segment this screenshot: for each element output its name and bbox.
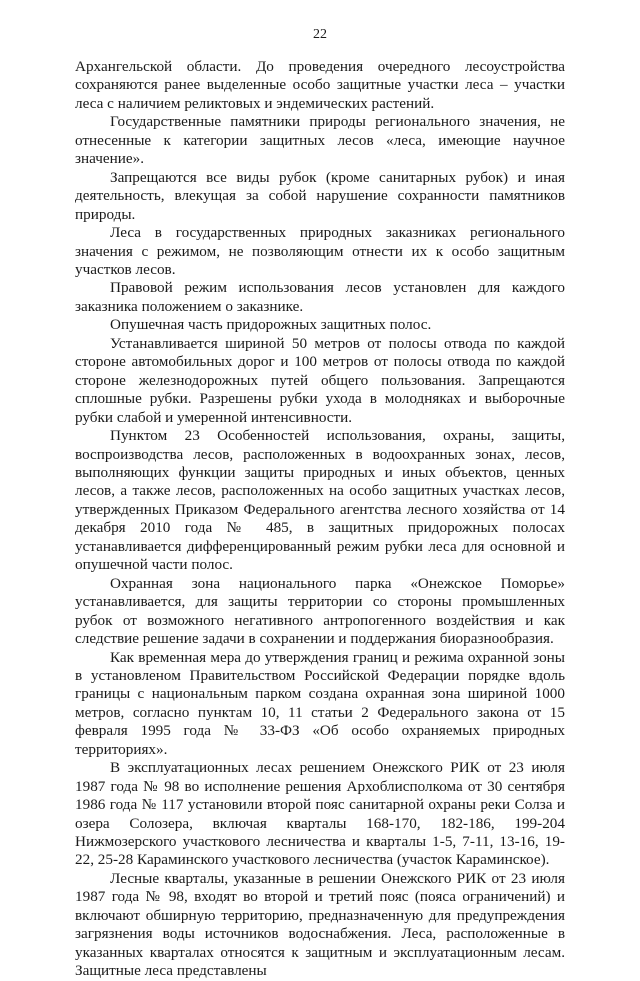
paragraph: Опушечная часть придорожных защитных полос. bbox=[110, 316, 432, 334]
paragraph: Охранная зона национального парка «Онежское Поморье» устанавливается, для защиты территории со стороны промышленных рубок от возможного негативного антропогенного воздействия и как следствие решение задачи в сохранении и поддержания биоразнообразия. bbox=[75, 574, 565, 648]
paragraph: Пунктом 23 Особенностей использования, охраны, защиты, воспроизводства лесов, расположенных в водоохранных зонах, лесов, выполняющих функции защиты природных и иных объектов, ценных лесов, а также лесов, расположенных на особо защитных участках лесов, утвержденных Приказом Федерального агентства лесного хозяйства от 14 декабря 2010 года № 485, в защитных придорожных полосах устанавливается дифференцированный режим рубки леса для основной и опушечной части полос. bbox=[75, 427, 565, 574]
paragraph: Леса в государственных природных заказниках регионального значения с режимом, не позволяющим отнести их к особо защитным участков лесов. bbox=[75, 224, 565, 278]
paragraph: Архангельской области. До проведения очередного лесоустройства сохраняются ранее выделенные особо защитные участки леса – участки леса с наличием реликтовых и эндемических растений. bbox=[75, 58, 565, 112]
document-body bbox=[75, 58, 565, 981]
paragraph: Как временная мера до утверждения границ и режима охранной зоны в установленом Правительством Российской Федерации порядке вдоль границы с национальным парком создана охранная зона шириной 1000 метров, согласно пунктам 10, 11 статьи 2 Федерального закона от 15 февраля 1995 года № 33-ФЗ «Об особо охраняемых природных территориях». bbox=[75, 648, 565, 758]
paragraph: В эксплуатационных лесах решением Онежского РИК от 23 июля 1987 года № 98 во исполнение решения Архоблисполкома от 30 сентября 1986 года № 117 установили второй пояс санитарной охраны реки Солза и озера Солозера, включая кварталы 168-170, 182-186, 199-204 Нижмозерского участкового лесничества и кварталы 1-5, 7-11, 13-16, 19-22, 25-28 Караминского участкового лесничества (участок Караминское). bbox=[75, 759, 565, 869]
paragraph: Лесные кварталы, указанные в решении Онежского РИК от 23 июля 1987 года № 98, входят во второй и третий пояс (пояса ограничений) и включают обширную территорию, предназначенную для предупреждения загрязнения воды источников водоснабжения. Леса, расположенные в указанных кварталах относятся к защитным и эксплуатационным лесам. Защитные леса представлены bbox=[75, 869, 565, 980]
paragraph: Устанавливается шириной 50 метров от полосы отвода по каждой стороне автомобильных дорог и 100 метров от полосы отвода по каждой стороне железнодорожных путей общего пользования. Запрещаются сплошные рубки. Разрешены рубки ухода в молодняках и выборочные рубки слабой и умеренной интенсивности. bbox=[75, 334, 565, 426]
paragraph: Запрещаются все виды рубок (кроме санитарных рубок) и иная деятельность, влекущая за собой нарушение сохранности памятников природы. bbox=[75, 168, 565, 223]
paragraph: Государственные памятники природы регионального значения, не отнесенные к категории защитных лесов «леса, имеющие научное значение». bbox=[75, 113, 565, 168]
paragraph: Правовой режим использования лесов установлен для каждого заказника положением о заказнике. bbox=[75, 279, 565, 315]
page-number: 22 bbox=[313, 27, 327, 42]
